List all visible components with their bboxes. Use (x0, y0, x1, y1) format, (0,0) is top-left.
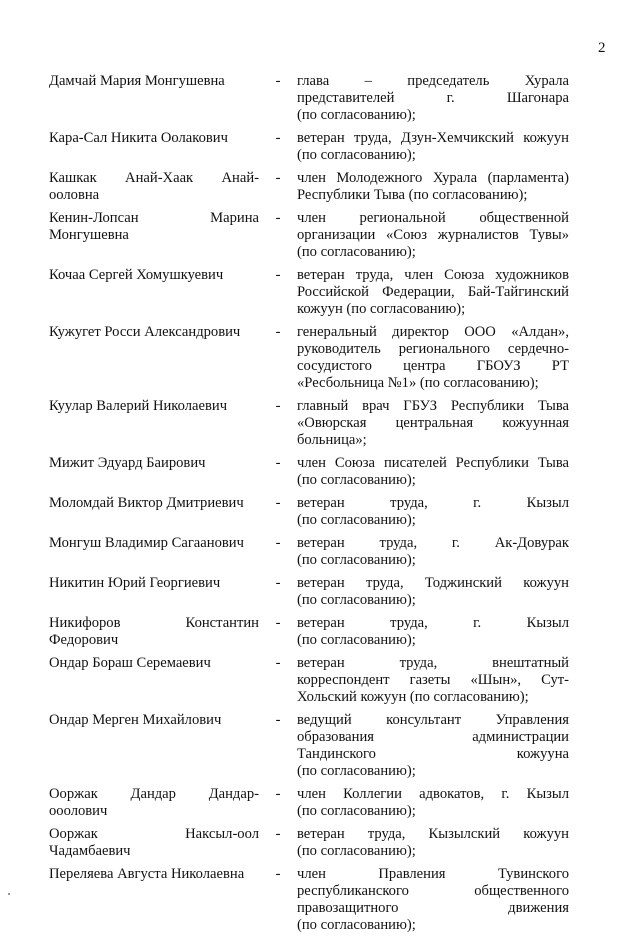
separator-dash: - (275, 826, 281, 842)
member-entry (49, 786, 569, 820)
separator-dash: - (275, 130, 281, 146)
member-description (297, 826, 569, 860)
description-line: образования администрации (297, 729, 569, 745)
description-line: сосудистого центра ГБОУЗ РТ (297, 358, 569, 374)
description-line: (по согласованию); (297, 512, 416, 528)
separator-dash: - (275, 575, 281, 591)
member-name: Кенин-Лопсан Марина Монгушевна (49, 210, 259, 243)
member-description (297, 170, 569, 204)
description-line: ветеран труда, Дзун-Хемчикский кожуун (297, 130, 569, 146)
page-number: 2 (598, 40, 606, 56)
member-entry (49, 615, 569, 649)
description-line: руководитель регионального сердечно- (297, 341, 569, 357)
member-list (49, 73, 569, 940)
member-description (297, 575, 569, 609)
separator-dash: - (275, 210, 281, 226)
description-line: член Союза писателей Республики Тыва (297, 455, 569, 471)
description-line: «Ресбольница №1» (по согласованию); (297, 375, 539, 391)
description-line: организации «Союз журналистов Тувы» (297, 227, 569, 243)
member-name: Куулар Валерий Николаевич (49, 398, 228, 414)
description-line: «Овюрская центральная кожуунная (297, 415, 569, 431)
description-line: ведущий консультант Управления (297, 712, 569, 728)
member-name: Кужугет Росси Александрович (49, 324, 241, 340)
member-entry (49, 575, 569, 609)
description-line: (по согласованию); (297, 632, 416, 648)
description-line: республиканского общественного (297, 883, 569, 899)
description-line: ветеран труда, Кызылский кожуун (297, 826, 569, 842)
separator-dash: - (275, 170, 281, 186)
member-description (297, 866, 569, 934)
member-description (297, 210, 569, 261)
description-line: представителей г. Шагонара (297, 90, 569, 106)
member-name: Никифоров Константин Федорович (49, 615, 259, 648)
member-description (297, 73, 569, 124)
member-description (297, 786, 569, 820)
member-name: Ооржак Наксыл-оол Чадамбаевич (49, 826, 259, 859)
description-line: (по согласованию); (297, 552, 416, 568)
description-line: ветеран труда, член Союза художников (297, 267, 569, 283)
member-name: Ооржак Дандар Дандар-ооолович (49, 786, 259, 819)
description-line: Российской Федерации, Бай-Тайгинский (297, 284, 569, 300)
member-description (297, 324, 569, 392)
description-line: ветеран труда, внештатный (297, 655, 569, 671)
member-entry (49, 866, 569, 934)
description-line: правозащитного движения (297, 900, 569, 916)
member-name: Переляева Августа Николаевна (49, 866, 245, 882)
member-entry (49, 170, 569, 204)
member-description (297, 535, 569, 569)
description-line: ветеран труда, Тоджинский кожуун (297, 575, 569, 591)
description-line: Тандинского кожууна (297, 746, 569, 762)
description-line: Хольский кожуун (по согласованию); (297, 689, 529, 705)
description-line: ветеран труда, г. Кызыл (297, 495, 569, 511)
member-name: Никитин Юрий Георгиевич (49, 575, 221, 591)
member-entry (49, 655, 569, 706)
member-description (297, 712, 569, 780)
member-description (297, 495, 569, 529)
member-entry (49, 267, 569, 318)
separator-dash: - (275, 786, 281, 802)
description-line: (по согласованию); (297, 472, 416, 488)
member-entry (49, 210, 569, 261)
description-line: член Правления Тувинского (297, 866, 569, 882)
description-line: главный врач ГБУЗ Республики Тыва (297, 398, 569, 414)
member-name: Дамчай Мария Монгушевна (49, 73, 225, 89)
description-line: (по согласованию); (297, 147, 416, 163)
member-name: Моломдай Виктор Дмитриевич (49, 495, 244, 511)
separator-dash: - (275, 712, 281, 728)
member-name: Ондар Бораш Серемаевич (49, 655, 211, 671)
description-line: глава – председатель Хурала (297, 73, 569, 89)
member-name: Кочаа Сергей Хомушкуевич (49, 267, 224, 283)
description-line: член Коллегии адвокатов, г. Кызыл (297, 786, 569, 802)
member-name: Ондар Мерген Михайлович (49, 712, 222, 728)
separator-dash: - (275, 73, 281, 89)
description-line: ветеран труда, г. Кызыл (297, 615, 569, 631)
member-entry (49, 495, 569, 529)
description-line: член Молодежного Хурала (парламента) (297, 170, 569, 186)
separator-dash: - (275, 866, 281, 882)
member-name: Кара-Сал Никита Оолакович (49, 130, 228, 146)
separator-dash: - (275, 535, 281, 551)
member-description (297, 455, 569, 489)
member-description (297, 655, 569, 706)
member-entry (49, 535, 569, 569)
separator-dash: - (275, 398, 281, 414)
member-name: Кашкак Анай-Хаак Анай-ооловна (49, 170, 259, 203)
separator-dash: - (275, 455, 281, 471)
description-line: генеральный директор ООО «Алдан», (297, 324, 569, 340)
member-entry (49, 826, 569, 860)
separator-dash: - (275, 495, 281, 511)
member-name: Мижит Эдуард Баирович (49, 455, 206, 471)
description-line: член региональной общественной (297, 210, 569, 226)
description-line: (по согласованию); (297, 763, 416, 779)
member-entry (49, 398, 569, 449)
member-entry (49, 130, 569, 164)
member-description (297, 398, 569, 449)
member-entry (49, 73, 569, 124)
member-entry (49, 455, 569, 489)
description-line: (по согласованию); (297, 107, 416, 123)
description-line: (по согласованию); (297, 244, 416, 260)
description-line: корреспондент газеты «Шын», Сут- (297, 672, 569, 688)
description-line: больница»; (297, 432, 367, 448)
member-description (297, 267, 569, 318)
member-entry (49, 712, 569, 780)
member-entry (49, 324, 569, 392)
description-line: (по согласованию); (297, 592, 416, 608)
member-description (297, 130, 569, 164)
separator-dash: - (275, 615, 281, 631)
separator-dash: - (275, 655, 281, 671)
member-name: Монгуш Владимир Сагаанович (49, 535, 244, 551)
description-line: (по согласованию); (297, 917, 416, 933)
scan-speck (8, 893, 10, 895)
description-line: ветеран труда, г. Ак-Довурак (297, 535, 569, 551)
separator-dash: - (275, 324, 281, 340)
description-line: кожуун (по согласованию); (297, 301, 466, 317)
description-line: (по согласованию); (297, 843, 416, 859)
description-line: (по согласованию); (297, 803, 416, 819)
separator-dash: - (275, 267, 281, 283)
description-line: Республики Тыва (по согласованию); (297, 187, 528, 203)
member-description (297, 615, 569, 649)
